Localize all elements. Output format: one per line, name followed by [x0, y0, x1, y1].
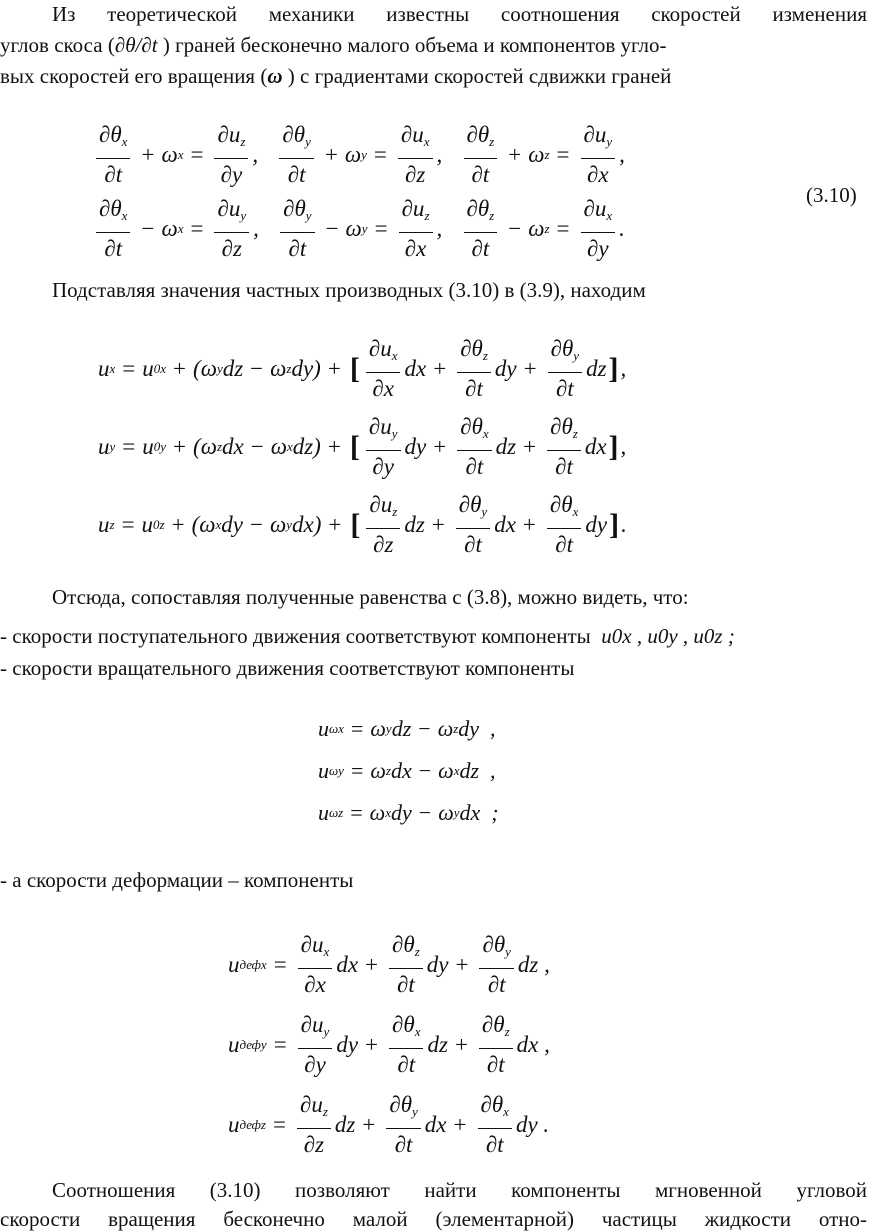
intro-line-3: вых скоростей его вращения (ω ) с градиентами скоростей сдвижки граней [0, 64, 672, 88]
translational-components: u0x , u0y , u0z ; [601, 624, 735, 648]
paragraph-substitution: Подставляя значения частных производных (3.10) в (3.9), находим [52, 278, 646, 302]
final-paragraph-line-1: Соотношения (3.10) позволяют найти компоненты мгновенной угловой [52, 1178, 867, 1202]
equation-deformation-components: u дефx = $\frac{\partial u_x}{\partial x}$ dx + $\frac{\partial\theta_z}{\partial t}$ dy + $\frac{\partial\theta_y}{\partial t}$ dz , u дефy = $\frac{\partial u_y}{\partial y}$ dy + $\frac{\partial\theta_x}{\partial t}$ dz + $\frac{\partial\theta_z}{\partial t}$ dx , u дефz = $\frac{\partial u_z}{\partial z}$ dz + $\frac{\partial\theta_y}{\partial t}$ dx + $\frac{\partial\theta_x}{\partial t}$ dy . [228, 932, 550, 1157]
bullet-rotational: - скорости вращательного движения соответствуют компоненты [0, 656, 575, 680]
equation-velocity-components: u x = u 0x + (ω y dz − ω z dy) + [ $\frac{\partial u_x}{\partial x}$ dx + $\frac{\partial\theta_z}{\partial t}$ dy + $\frac{\partial\theta_y}{\partial t}$ dz ] , u y = u 0y + (ω z dx − ω x dz) + [ $\frac{\partial u_y}{\partial y}$ dy + $\frac{\partial\theta_x}{\partial t}$ dz + $\frac{\partial\theta_z}{\partial t}$ dx ] , u z = u 0z + (ω x dy − ω y dx) + [ $\frac{\partial u_z}{\partial z}$ dz + $\frac{\partial\theta_y}{\partial t}$ dx + $\frac{\partial\theta_x}{\partial t}$ dy ] . [98, 336, 627, 557]
final-paragraph-line-2: скорости вращения бесконечно малой (элементарной) частицы жидкости отно- [0, 1207, 867, 1231]
intro-dtheta-dt: ∂θ/∂t [114, 33, 158, 57]
intro-line-1: Из теоретической механики известны соотношения скоростей изменения [52, 2, 867, 26]
intro-line-2: углов скоса (∂θ/∂t ) граней бесконечно малого объема и компонентов угло- [0, 33, 667, 57]
equation-3-10: $\frac{\partial\theta_x}{\partial t}$ + ω x = $\frac{\partial u_z}{\partial y}$ , $\frac{\partial\theta_y}{\partial t}$ + ω y = $\frac{\partial u_x}{\partial z}$ , $\frac{\partial\theta_z}{\partial t}$ + ω z = $\frac{\partial u_y}{\partial x}$ , $\frac{\partial\theta_x}{\partial t}$ − ω x = $\frac{\partial u_y}{\partial z}$ , $\frac{\partial\theta_y}{\partial t}$ − ω y = $\frac{\partial u_z}{\partial x}$ , $\frac{\partial\theta_z}{\partial t}$ − ω z = $\frac{\partial u_x}{\partial y}$ . [92, 118, 625, 266]
bullet-translational: - скорости поступательного движения соответствуют компоненты u0x , u0y , u0z ; [0, 624, 735, 648]
bullet-deformation: - а скорости деформации – компоненты [0, 868, 354, 892]
paragraph-comparison: Отсюда, сопоставляя полученные равенства с (3.8), можно видеть, что: [52, 585, 689, 609]
equation-rotational-components: u ωx = ω y dz − ω z dy , u ωy = ω z dx − ω x dz , u ωz = ω x dy − ω y dx ; [318, 716, 499, 825]
equation-number-3-10: (3.10) [806, 183, 857, 207]
intro-omega: ω [267, 64, 283, 88]
